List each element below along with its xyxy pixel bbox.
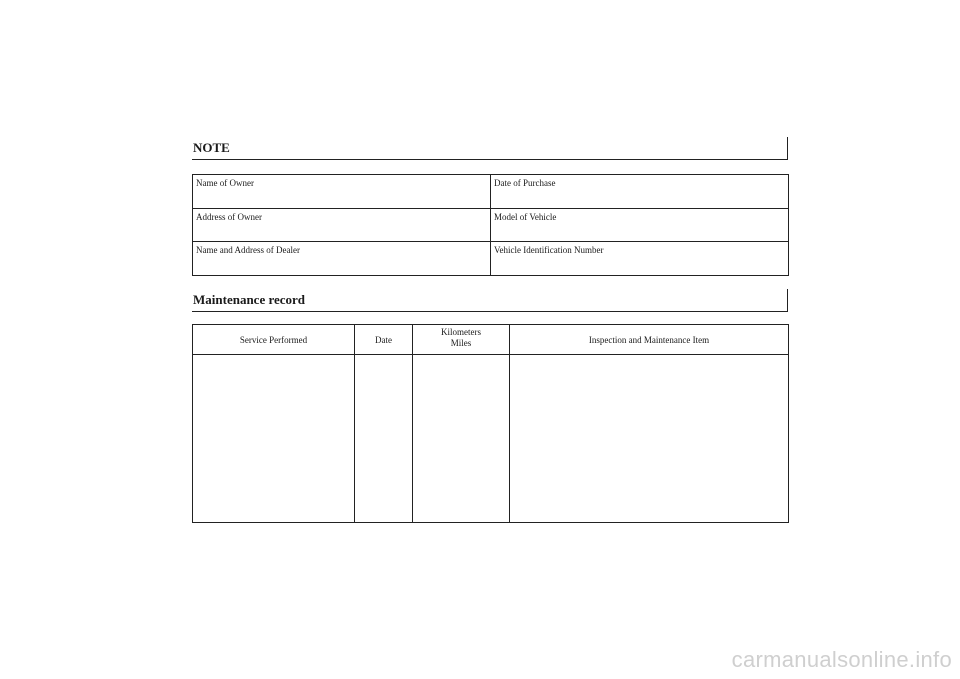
inspection-item-header: Inspection and Maintenance Item — [510, 325, 789, 355]
kilometers-label: Kilometers — [441, 327, 481, 337]
date-of-purchase-cell: Date of Purchase — [491, 175, 789, 209]
table-row — [193, 208, 789, 242]
maintenance-heading: Maintenance record — [192, 289, 788, 312]
distance-header — [413, 325, 510, 355]
inspection-item-cell — [510, 355, 789, 523]
owner-info-table — [192, 174, 789, 276]
table-row — [193, 242, 789, 276]
model-of-vehicle-cell: Model of Vehicle — [491, 208, 789, 242]
dealer-cell: Name and Address of Dealer — [193, 242, 491, 276]
distance-cell — [413, 355, 510, 523]
miles-label: Miles — [450, 338, 472, 348]
table-header-row — [193, 325, 789, 355]
table-row — [193, 355, 789, 523]
note-heading: NOTE — [192, 137, 788, 160]
table-row — [193, 175, 789, 209]
name-of-owner-cell: Name of Owner — [193, 175, 491, 209]
date-header: Date — [355, 325, 413, 355]
vin-cell: Vehicle Identification Number — [491, 242, 789, 276]
date-cell — [355, 355, 413, 523]
service-performed-header: Service Performed — [193, 325, 355, 355]
service-performed-cell — [193, 355, 355, 523]
address-of-owner-cell: Address of Owner — [193, 208, 491, 242]
maintenance-table — [192, 324, 789, 523]
watermark: carmanualsonline.info — [731, 647, 952, 672]
